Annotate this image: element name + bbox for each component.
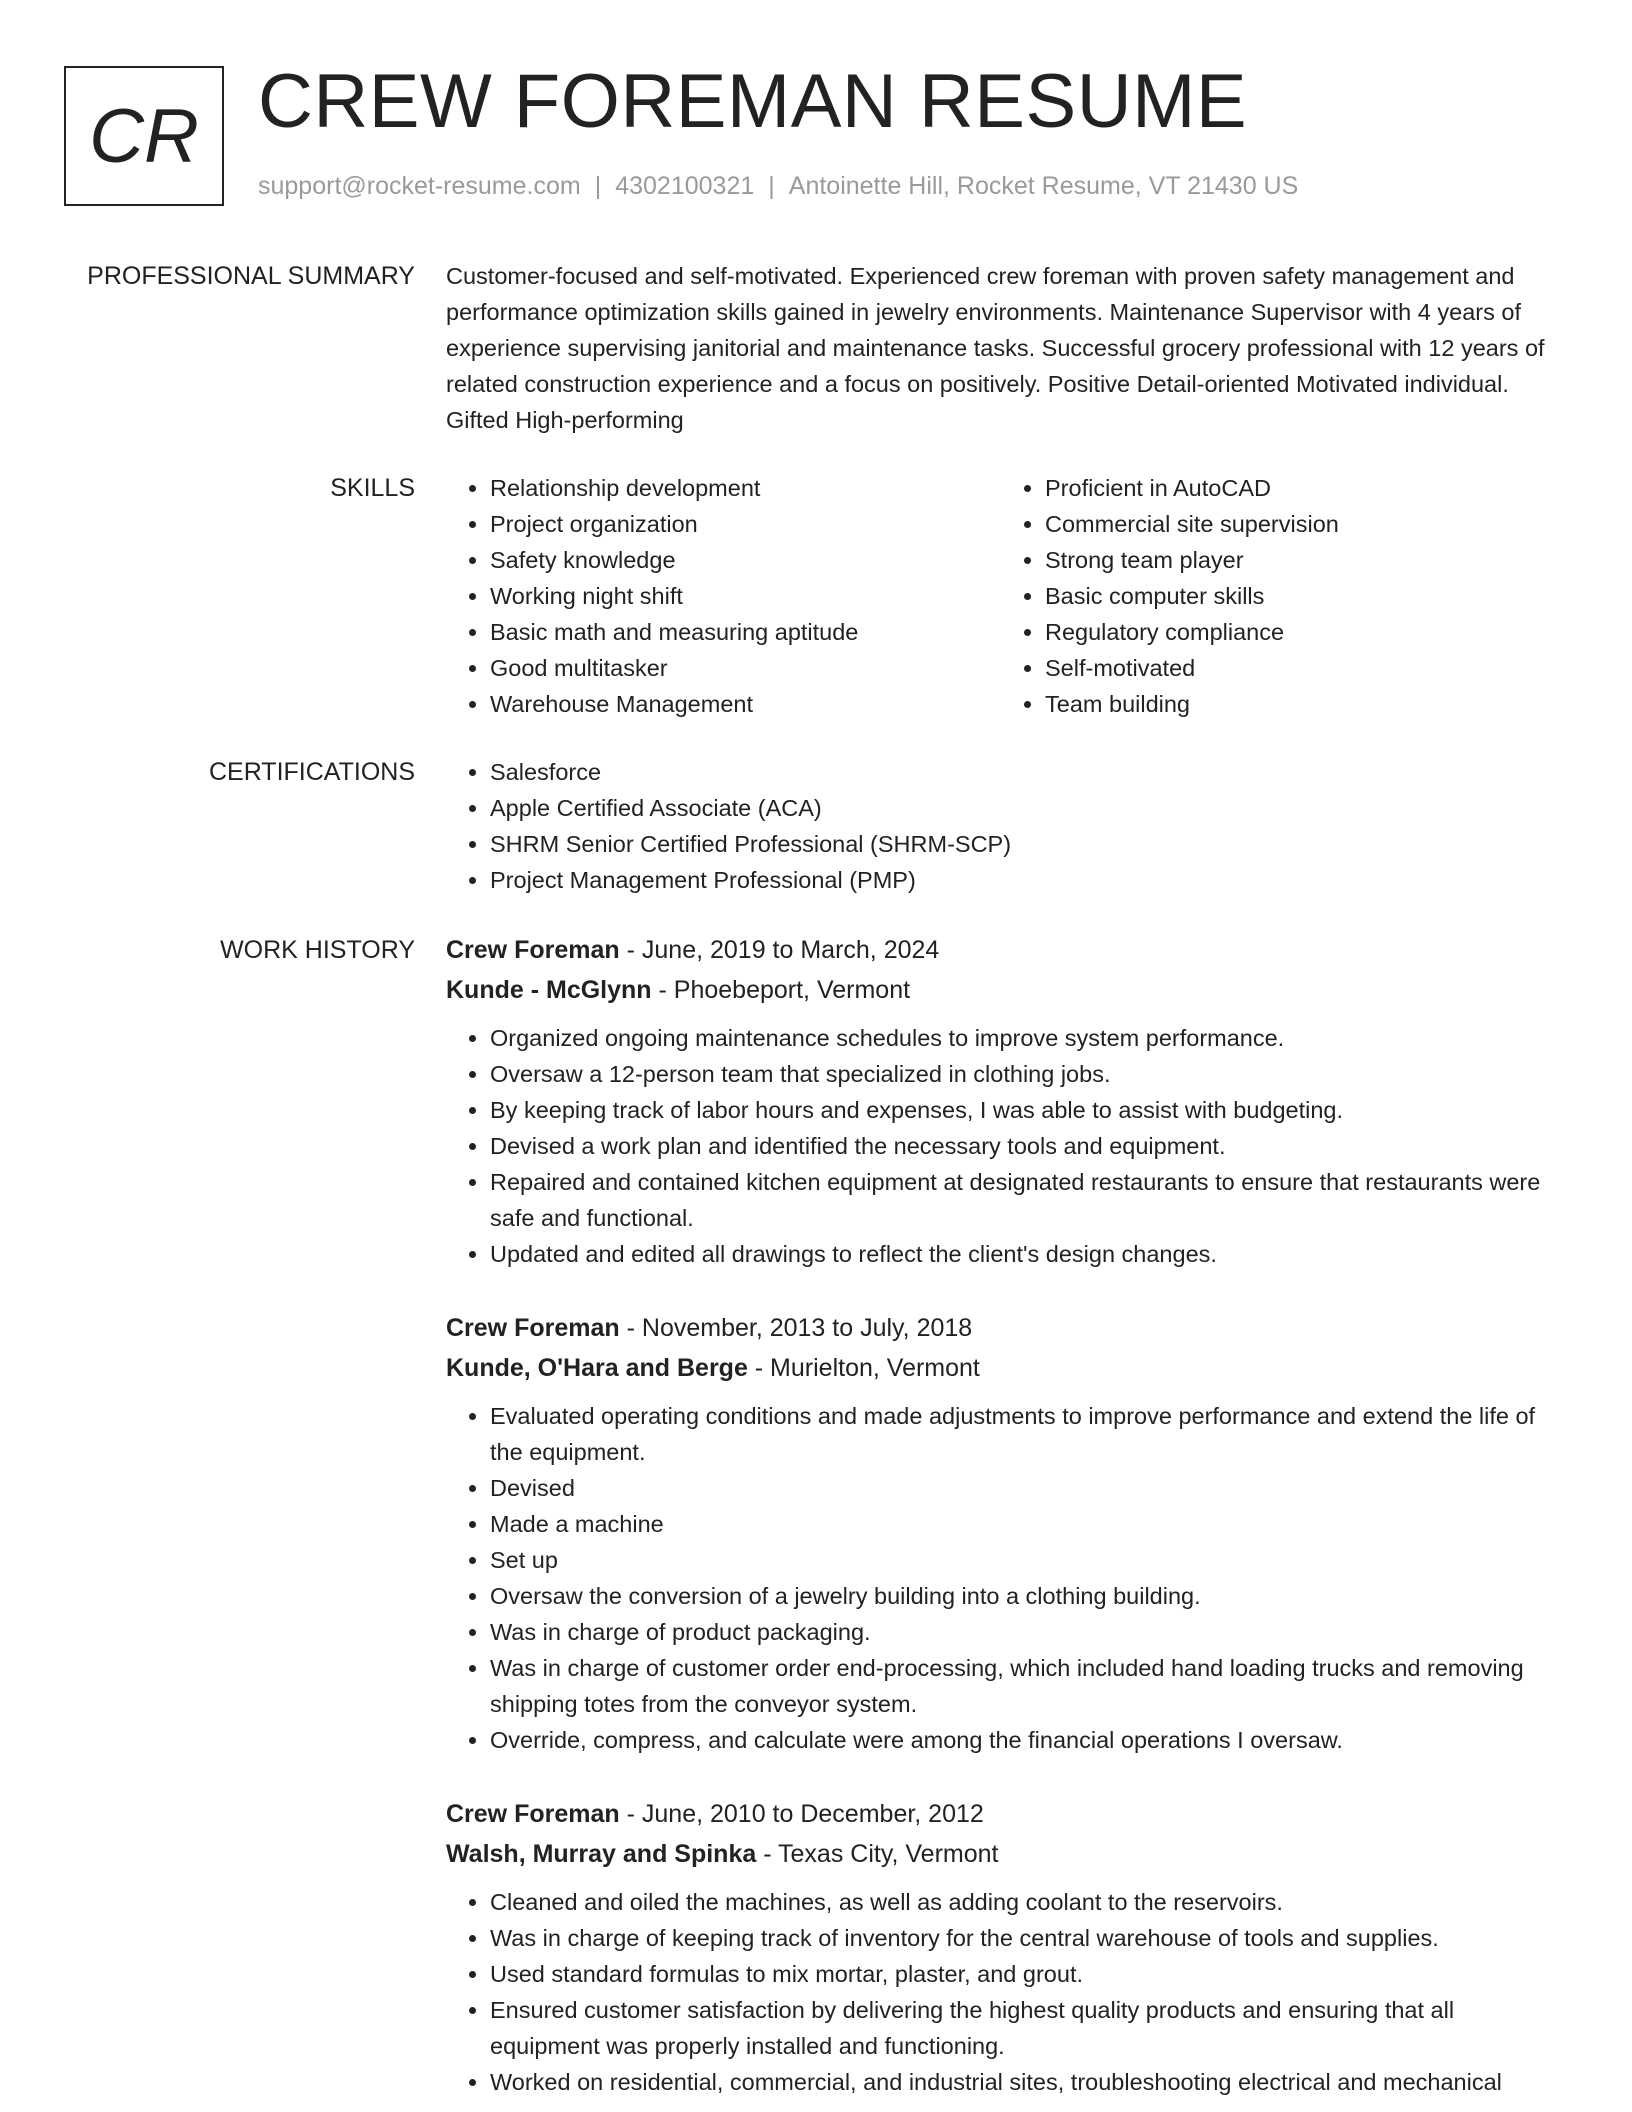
job-dates: - June, 2019 to March, 2024	[619, 936, 940, 964]
skill-item: • Relationship development	[490, 470, 1001, 506]
job-company-line	[446, 1348, 1556, 1388]
skill-item: • Working night shift	[490, 578, 1001, 614]
job-duties	[446, 1884, 1556, 2100]
job-entry	[446, 930, 1556, 1272]
job-duty: • Made a machine	[490, 1506, 1556, 1542]
job-duty: • By keeping track of labor hours and expenses, I was able to assist with budgeting.	[490, 1092, 1556, 1128]
skill-item: • Good multitasker	[490, 650, 1001, 686]
skill-item: • Regulatory compliance	[1045, 614, 1556, 650]
job-entry	[446, 1308, 1556, 1758]
skill-item: • Self-motivated	[1045, 650, 1556, 686]
job-duty: • Worked on residential, commercial, and industrial sites, troubleshooting electrical and mechanical	[490, 2064, 1556, 2100]
job-duty: • Ensured customer satisfaction by delivering the highest quality products and ensuring that all equipment was properly installed and functioning.	[490, 1992, 1556, 2064]
skills-heading: SKILLS	[330, 474, 415, 502]
job-title: Crew Foreman	[446, 1314, 620, 1342]
skill-item: • Safety knowledge	[490, 542, 1001, 578]
skill-item: • Team building	[1045, 686, 1556, 722]
job-company: Kunde - McGlynn	[446, 976, 652, 1004]
job-duty: • Organized ongoing maintenance schedules to improve system performance.	[490, 1020, 1556, 1056]
job-duty: • Repaired and contained kitchen equipment at designated restaurants to ensure that restaurants were safe and functional.	[490, 1164, 1556, 1236]
job-dates: - November, 2013 to July, 2018	[619, 1314, 973, 1342]
contact-line	[258, 172, 1298, 201]
job-duty: • Oversaw the conversion of a jewelry building into a clothing building.	[490, 1578, 1556, 1614]
skills-column-left	[446, 470, 1001, 722]
job-title: Crew Foreman	[446, 1800, 620, 1828]
job-location: - Phoebeport, Vermont	[651, 976, 911, 1004]
skills-list	[446, 470, 1556, 722]
skill-item: • Commercial site supervision	[1045, 506, 1556, 542]
skills-column-right	[1001, 470, 1556, 722]
certification-item: • SHRM Senior Certified Professional (SHRM-SCP)	[490, 826, 1556, 862]
job-duties	[446, 1398, 1556, 1758]
skill-item: • Strong team player	[1045, 542, 1556, 578]
job-duty: • Devised	[490, 1470, 1556, 1506]
job-company: Kunde, O'Hara and Berge	[446, 1354, 748, 1382]
job-duty: • Set up	[490, 1542, 1556, 1578]
job-dates: - June, 2010 to December, 2012	[619, 1800, 984, 1828]
summary-text: Customer-focused and self-motivated. Experienced crew foreman with proven safety management and performance optimization skills gained in jewelry environments. Maintenance Supervisor with 4 years of experience supervising janitorial and maintenance tasks. Successful grocery professional with 12 years of related construction experience and a focus on positively. Positive Detail-oriented Motivated individual. Gifted High-performing	[446, 263, 1545, 433]
job-entry	[446, 1794, 1556, 2100]
job-duties	[446, 1020, 1556, 1272]
contact-phone[interactable]: 4302100321	[615, 172, 755, 200]
job-duty: • Oversaw a 12-person team that specialized in clothing jobs.	[490, 1056, 1556, 1092]
skill-item: • Project organization	[490, 506, 1001, 542]
job-company-line	[446, 1834, 1556, 1874]
job-location: - Texas City, Vermont	[756, 1840, 999, 1868]
skill-item: • Proficient in AutoCAD	[1045, 470, 1556, 506]
resume-title: CREW FOREMAN RESUME	[258, 59, 1248, 144]
skill-item: • Basic math and measuring aptitude	[490, 614, 1001, 650]
job-title: Crew Foreman	[446, 936, 620, 964]
certifications-heading: CERTIFICATIONS	[208, 758, 415, 786]
job-duty: • Updated and edited all drawings to reflect the client's design changes.	[490, 1236, 1556, 1272]
monogram-logo: CR	[64, 66, 224, 206]
job-duty: • Used standard formulas to mix mortar, plaster, and grout.	[490, 1956, 1556, 1992]
job-company: Walsh, Murray and Spinka	[446, 1840, 757, 1868]
job-company-line	[446, 970, 1556, 1010]
certifications-list	[446, 754, 1556, 898]
job-location: - Murielton, Vermont	[747, 1354, 980, 1382]
job-duty: • Was in charge of keeping track of inventory for the central warehouse of tools and supplies.	[490, 1920, 1556, 1956]
job-duty: • Cleaned and oiled the machines, as well as adding coolant to the reservoirs.	[490, 1884, 1556, 1920]
summary-heading: PROFESSIONAL SUMMARY	[87, 262, 415, 290]
job-duty: • Was in charge of customer order end-processing, which included hand loading trucks and removing shipping totes from the conveyor system.	[490, 1650, 1556, 1722]
work-history-heading: WORK HISTORY	[220, 936, 415, 964]
certification-item: • Project Management Professional (PMP)	[490, 862, 1556, 898]
job-duty: • Was in charge of product packaging.	[490, 1614, 1556, 1650]
contact-email[interactable]: support@rocket-resume.com	[258, 172, 581, 200]
certification-item: • Apple Certified Associate (ACA)	[490, 790, 1556, 826]
job-duty: • Evaluated operating conditions and made adjustments to improve performance and extend the life of the equipment.	[490, 1398, 1556, 1470]
contact-separator: |	[594, 172, 602, 200]
certification-item: • Salesforce	[490, 754, 1556, 790]
job-title-line	[446, 930, 1556, 970]
job-title-line	[446, 1308, 1556, 1348]
job-duty: • Override, compress, and calculate were among the financial operations I oversaw.	[490, 1722, 1556, 1758]
contact-separator: |	[768, 172, 775, 200]
job-duty: • Devised a work plan and identified the necessary tools and equipment.	[490, 1128, 1556, 1164]
job-title-line	[446, 1794, 1556, 1834]
contact-address: Antoinette Hill, Rocket Resume, VT 21430 US	[788, 172, 1299, 200]
skill-item: • Warehouse Management	[490, 686, 1001, 722]
skill-item: • Basic computer skills	[1045, 578, 1556, 614]
